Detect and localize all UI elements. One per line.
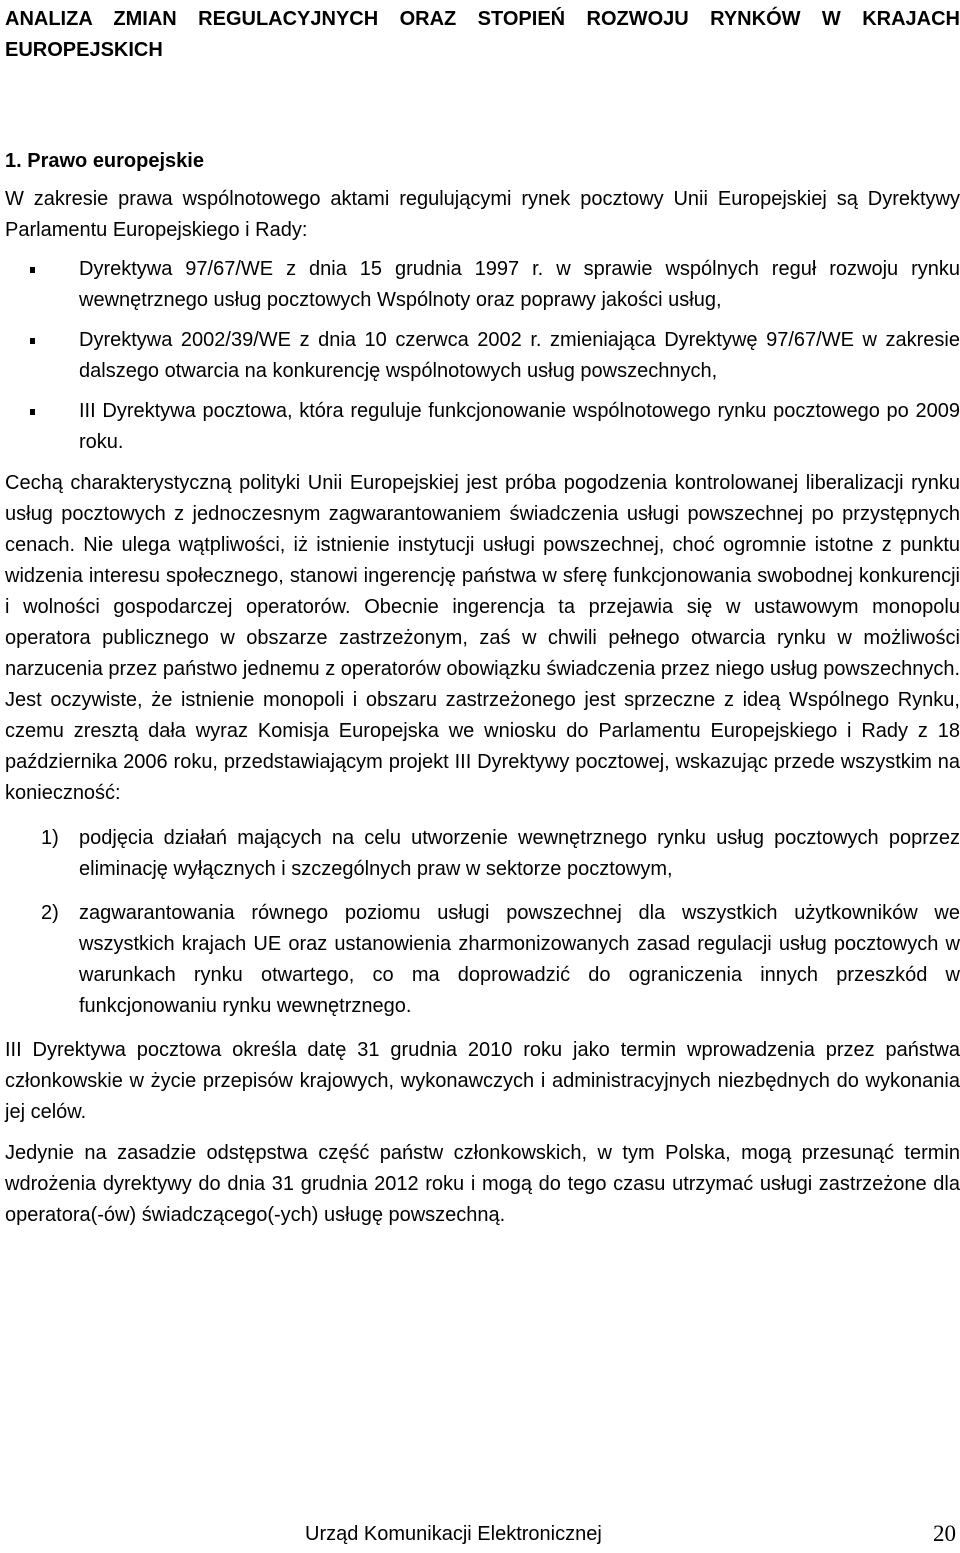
document-title: ANALIZA ZMIAN REGULACYJNYCH ORAZ STOPIEŃ ROZWOJU RYNKÓW W KRAJACH EUROPEJSKICH: [5, 8, 960, 61]
necessity-list: [5, 823, 960, 1022]
list-item: [5, 898, 960, 1022]
list-item: [5, 325, 960, 387]
bullet-square-icon: [30, 267, 35, 273]
intro-paragraph: W zakresie prawa wspólnotowego aktami regulującymi rynek pocztowy Unii Europejskiej są Dyrektywy Parlamentu Europejskiego i Rady:: [5, 188, 960, 241]
list-item-text: podjęcia działań mających na celu utworzenie wewnętrznego rynku usług pocztowych poprzez eliminację wyłącznych i szczególnych praw w sektorze pocztowym,: [79, 827, 960, 880]
section-heading: 1. Prawo europejskie: [5, 150, 204, 172]
footer-organization: Urząd Komunikacji Elektronicznej: [305, 1523, 602, 1545]
exception-paragraph: Jedynie na zasadzie odstępstwa część państw członkowskich, w tym Polska, mogą przesunąć termin wdrożenia dyrektywy do dnia 31 grudnia 2012 roku i mogą do tego czasu utrzymać usługi zastrzeżone dla operatora(-ów) świadczącego(-ych) usługę powszechną.: [5, 1142, 960, 1226]
list-item: [5, 396, 960, 458]
list-item-number: 2): [41, 902, 59, 924]
directive-list: [5, 254, 960, 458]
list-item-text: Dyrektywa 2002/39/WE z dnia 10 czerwca 2002 r. zmieniająca Dyrektywę 97/67/WE w zakresie dalszego otwarcia na konkurencję wspólnotowych usług powszechnych,: [79, 329, 960, 382]
bullet-square-icon: [30, 338, 35, 344]
page-footer: [0, 1523, 960, 1553]
list-item-text: zagwarantowania równego poziomu usługi powszechnej dla wszystkich użytkowników we wszystkich krajach UE oraz ustanowienia zharmonizowanych zasad regulacji usług pocztowych w warunkach rynku otwartego, co ma doprowadzić do ograniczenia innych przeszkód w funkcjonowaniu rynku wewnętrznego.: [79, 902, 960, 1017]
main-paragraph: Cechą charakterystyczną polityki Unii Europejskiej jest próba pogodzenia kontrolowanej liberalizacji rynku usług pocztowych z jednoczesnym zagwarantowaniem świadczenia usługi powszechnej po przystępnych cenach. Nie ulega wątpliwości, iż istnienie instytucji usługi powszechnej, choć ogromnie istotne z punktu widzenia interesu społecznego, stanowi ingerencję państwa w sferę funkcjonowania swobodnej konkurencji i wolności gospodarczej operatorów. Obecnie ingerencja ta przejawia się w ustawowym monopolu operatora publicznego w obszarze zastrzeżonym, zaś w chwili pełnego otwarcia rynku w możliwości narzucenia przez państwo jednemu z operatorów obowiązku świadczenia przez niego usług powszechnych. Jest oczywiste, że istnienie monopoli i obszaru zastrzeżonego jest sprzeczne z ideą Wspólnego Rynku, czemu zresztą dała wyraz Komisja Europejska we wniosku do Parlamentu Europejskiego i Rady z 18 października 2006 roku, przedstawiającym projekt III Dyrektywy pocztowej, wskazując przede wszystkim na konieczność:: [5, 472, 960, 804]
list-item: [5, 254, 960, 316]
list-item-text: III Dyrektywa pocztowa, która reguluje funkcjonowanie wspólnotowego rynku pocztowego po 2009 roku.: [79, 400, 960, 453]
page-number: 20: [933, 1521, 956, 1546]
list-item-number: 1): [41, 827, 59, 849]
document-page: [5, 0, 960, 1231]
list-item: [5, 823, 960, 885]
bullet-square-icon: [30, 409, 35, 415]
deadline-paragraph: III Dyrektywa pocztowa określa datę 31 grudnia 2010 roku jako termin wprowadzenia przez państwa członkowskie w życie przepisów krajowych, wykonawczych i administracyjnych niezbędnych do wykonania jej celów.: [5, 1039, 960, 1123]
list-item-text: Dyrektywa 97/67/WE z dnia 15 grudnia 1997 r. w sprawie wspólnych reguł rozwoju rynku wewnętrznego usług pocztowych Wspólnoty oraz poprawy jakości usług,: [79, 258, 960, 311]
